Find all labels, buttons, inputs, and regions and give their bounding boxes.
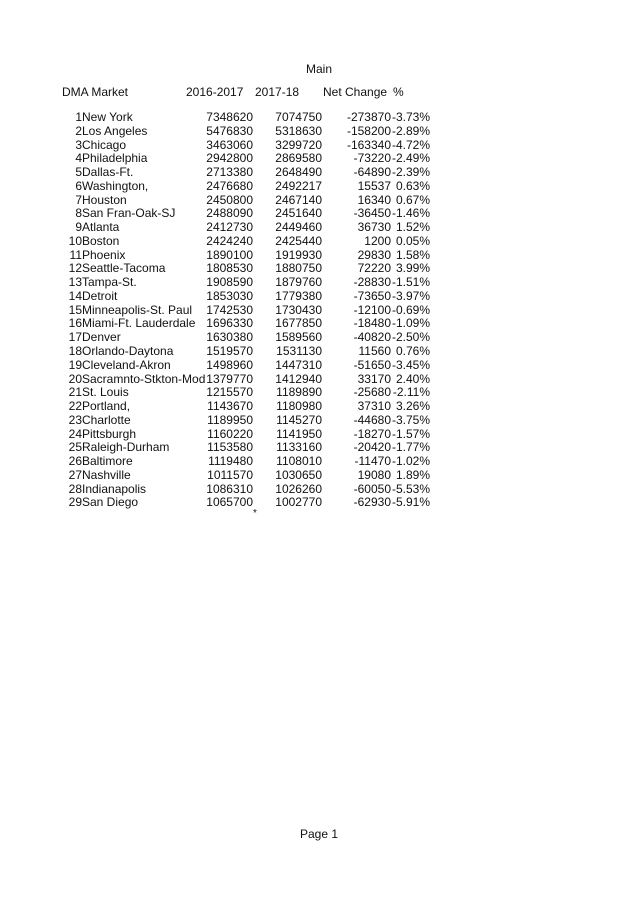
- row-value-2017-18: 2648490: [275, 165, 322, 180]
- row-percent: -1.02%: [391, 454, 430, 469]
- row-rank: 17: [68, 330, 82, 345]
- row-market: Cleveland-Akron: [82, 357, 171, 372]
- row-value-2017-18: 1879760: [275, 275, 322, 290]
- row-value-2016-2017: 1519570: [206, 344, 253, 359]
- row-market: Houston: [82, 192, 127, 207]
- table-row: [0, 207, 638, 221]
- row-value-2017-18: 1677850: [275, 316, 322, 331]
- row-rank: 11: [69, 247, 82, 262]
- row-net-change: 16340: [357, 192, 391, 207]
- row-rank: 3: [75, 137, 82, 152]
- table-row: [0, 400, 638, 414]
- row-market: San Diego: [82, 495, 139, 510]
- row-value-2016-2017: 1160220: [207, 426, 253, 441]
- row-value-2017-18: 2467140: [275, 192, 322, 207]
- market-table: [0, 111, 638, 510]
- row-value-2016-2017: 2476680: [206, 178, 253, 193]
- row-rank: 16: [68, 316, 82, 331]
- row-rank: 8: [75, 206, 82, 221]
- header-percent: %: [393, 85, 404, 99]
- row-rank: 12: [68, 261, 82, 276]
- row-net-change: -273870: [346, 110, 391, 124]
- row-value-2016-2017: 1215570: [206, 385, 253, 400]
- table-row: [0, 139, 638, 153]
- table-row: [0, 469, 638, 483]
- row-rank: 13: [68, 275, 82, 290]
- row-market: Atlanta: [82, 220, 120, 235]
- row-market: Washington,: [82, 178, 149, 193]
- table-row: [0, 290, 638, 304]
- row-value-2016-2017: 1119480: [208, 454, 253, 469]
- row-value-2017-18: 1189890: [276, 385, 322, 400]
- row-value-2016-2017: 2412730: [206, 220, 253, 235]
- row-market: Portland,: [82, 399, 131, 414]
- row-net-change: 29830: [357, 247, 391, 262]
- row-percent: -3.75%: [391, 412, 430, 427]
- row-value-2017-18: 3299720: [275, 137, 322, 152]
- row-net-change: 33170: [357, 371, 391, 386]
- row-value-2017-18: 1919930: [275, 247, 322, 262]
- row-percent: -1.77%: [391, 440, 430, 455]
- row-percent: -1.09%: [391, 316, 430, 331]
- row-rank: 10: [68, 233, 82, 248]
- row-market: Orlando-Daytona: [82, 344, 174, 359]
- table-row: [0, 496, 638, 510]
- row-net-change: -18480: [353, 316, 391, 331]
- row-market: Phoenix: [82, 247, 126, 262]
- table-row: [0, 359, 638, 373]
- row-market: Dallas-Ft.: [82, 165, 134, 180]
- row-market: Detroit: [82, 288, 118, 303]
- row-value-2016-2017: 7348620: [206, 110, 253, 124]
- row-value-2016-2017: 1379770: [206, 371, 253, 386]
- row-percent: 3.99%: [395, 261, 430, 276]
- row-value-2016-2017: 1143670: [207, 399, 253, 414]
- row-percent: 0.67%: [395, 192, 430, 207]
- row-net-change: -18270: [353, 426, 391, 441]
- table-row: [0, 441, 638, 455]
- table-row: [0, 386, 638, 400]
- row-percent: -2.11%: [392, 385, 430, 400]
- row-rank: 14: [68, 288, 82, 303]
- row-market: Philadelphia: [82, 151, 148, 166]
- table-row: [0, 180, 638, 194]
- row-value-2016-2017: 2450800: [206, 192, 253, 207]
- table-row: [0, 235, 638, 249]
- row-value-2016-2017: 1189950: [207, 412, 253, 427]
- row-net-change: -163340: [346, 137, 391, 152]
- row-percent: -1.51%: [391, 275, 430, 290]
- row-rank: 26: [68, 454, 82, 469]
- row-market: Miami-Ft. Lauderdale: [82, 316, 196, 331]
- row-net-change: -60050: [353, 481, 391, 496]
- row-market: Nashville: [82, 467, 131, 482]
- header-market: DMA Market: [62, 85, 129, 99]
- row-market: New York: [82, 110, 133, 124]
- page-footer: Page 1: [299, 827, 339, 841]
- row-value-2017-18: 2449460: [275, 220, 322, 235]
- row-value-2017-18: 1133160: [276, 440, 322, 455]
- row-market: Pittsburgh: [82, 426, 137, 441]
- row-rank: 22: [68, 399, 82, 414]
- row-rank: 7: [75, 192, 82, 207]
- table-row: [0, 221, 638, 235]
- table-row: [0, 276, 638, 290]
- row-percent: -1.57%: [391, 426, 430, 441]
- row-percent: -4.72%: [391, 137, 430, 152]
- row-percent: -0.69%: [391, 302, 430, 317]
- asterisk-mark: *: [253, 508, 257, 519]
- table-row: [0, 373, 638, 387]
- row-rank: 21: [68, 385, 82, 400]
- table-row: [0, 455, 638, 469]
- row-value-2017-18: 1026260: [275, 481, 322, 496]
- row-percent: -3.45%: [391, 357, 430, 372]
- row-value-2017-18: 2425440: [275, 233, 322, 248]
- row-percent: -5.53%: [391, 481, 430, 496]
- row-value-2017-18: 1589560: [275, 330, 322, 345]
- row-market: Indianapolis: [82, 481, 147, 496]
- table-row: [0, 428, 638, 442]
- table-row: [0, 483, 638, 497]
- table-row: [0, 331, 638, 345]
- header-2017-18: 2017-18: [255, 85, 300, 99]
- table-row: [0, 249, 638, 263]
- row-percent: 1.58%: [395, 247, 430, 262]
- row-net-change: -11470: [354, 454, 391, 469]
- row-rank: 28: [68, 481, 82, 496]
- table-row: [0, 414, 638, 428]
- row-market: Raleigh-Durham: [82, 440, 170, 455]
- row-value-2017-18: 1180980: [276, 399, 322, 414]
- row-percent: -3.73%: [391, 110, 430, 124]
- row-rank: 5: [75, 165, 82, 180]
- row-percent: 0.05%: [395, 233, 430, 248]
- row-rank: 9: [75, 220, 82, 235]
- row-market: Sacramnto-Stkton-Mod: [82, 371, 206, 386]
- row-market: Baltimore: [82, 454, 133, 469]
- row-rank: 4: [75, 151, 82, 166]
- row-net-change: 15537: [357, 178, 391, 193]
- row-value-2017-18: 1447310: [275, 357, 322, 372]
- row-value-2016-2017: 1696330: [206, 316, 253, 331]
- table-row: [0, 345, 638, 359]
- row-value-2016-2017: 2713380: [206, 165, 253, 180]
- row-value-2016-2017: 3463060: [206, 137, 253, 152]
- row-net-change: 37310: [357, 399, 391, 414]
- header-net-change: Net Change: [323, 85, 388, 99]
- row-value-2016-2017: 1630380: [206, 330, 253, 345]
- row-value-2017-18: 2451640: [275, 206, 322, 221]
- row-net-change: -25680: [353, 385, 391, 400]
- row-value-2017-18: 1730430: [275, 302, 322, 317]
- row-net-change: -44680: [353, 412, 391, 427]
- row-value-2016-2017: 2424240: [206, 233, 253, 248]
- row-value-2017-18: 1779380: [275, 288, 322, 303]
- row-percent: 0.76%: [395, 344, 430, 359]
- row-market: Tampa-St.: [82, 275, 137, 290]
- table-row: [0, 304, 638, 318]
- row-value-2017-18: 2869580: [275, 151, 322, 166]
- row-rank: 27: [68, 467, 82, 482]
- row-net-change: 19080: [357, 467, 391, 482]
- row-value-2017-18: 1412940: [275, 371, 322, 386]
- table-row: [0, 111, 638, 125]
- row-percent: 2.40%: [395, 371, 430, 386]
- row-percent: -1.46%: [391, 206, 430, 221]
- row-value-2016-2017: 1065700: [206, 495, 253, 510]
- row-rank: 1: [75, 110, 82, 124]
- row-value-2016-2017: 2942800: [206, 151, 253, 166]
- row-percent: -5.91%: [391, 495, 430, 510]
- row-value-2016-2017: 1890100: [206, 247, 253, 262]
- table-row: [0, 152, 638, 166]
- row-net-change: 72220: [357, 261, 391, 276]
- row-value-2017-18: 5318630: [275, 123, 322, 138]
- row-market: Denver: [82, 330, 121, 345]
- row-value-2016-2017: 1086310: [206, 481, 253, 496]
- row-value-2017-18: 1002770: [275, 495, 322, 510]
- row-rank: 6: [75, 178, 82, 193]
- row-net-change: -12100: [353, 302, 391, 317]
- row-value-2016-2017: 1742530: [206, 302, 253, 317]
- table-row: [0, 125, 638, 139]
- row-rank: 19: [68, 357, 82, 372]
- row-rank: 15: [68, 302, 82, 317]
- row-rank: 20: [68, 371, 82, 386]
- row-value-2016-2017: 1853030: [206, 288, 253, 303]
- row-net-change: -40820: [353, 330, 391, 345]
- row-rank: 24: [68, 426, 82, 441]
- row-market: Los Angeles: [82, 123, 148, 138]
- row-net-change: -73650: [353, 288, 391, 303]
- row-net-change: -20420: [353, 440, 391, 455]
- row-value-2016-2017: 1908590: [206, 275, 253, 290]
- row-rank: 23: [68, 412, 82, 427]
- row-percent: -3.97%: [391, 288, 430, 303]
- row-net-change: -73220: [353, 151, 391, 166]
- row-value-2016-2017: 1808530: [206, 261, 253, 276]
- row-rank: 18: [68, 344, 82, 359]
- row-value-2016-2017: 2488090: [206, 206, 253, 221]
- row-rank: 2: [75, 123, 82, 138]
- row-percent: -2.50%: [391, 330, 430, 345]
- row-value-2016-2017: 1498960: [206, 357, 253, 372]
- row-rank: 25: [68, 440, 82, 455]
- row-value-2017-18: 1030650: [275, 467, 322, 482]
- row-value-2017-18: 1145270: [276, 412, 322, 427]
- row-market: Boston: [82, 233, 120, 248]
- row-value-2016-2017: 5476830: [206, 123, 253, 138]
- row-value-2016-2017: 1153580: [207, 440, 253, 455]
- row-market: Charlotte: [82, 412, 131, 427]
- row-value-2017-18: 1531130: [276, 344, 322, 359]
- table-row: [0, 166, 638, 180]
- row-net-change: 11560: [358, 344, 391, 359]
- table-row: [0, 194, 638, 208]
- row-value-2016-2017: 1011570: [207, 467, 253, 482]
- row-percent: 1.89%: [395, 467, 430, 482]
- sheet-title: Main: [305, 62, 332, 76]
- row-net-change: -62930: [353, 495, 391, 510]
- row-net-change: -51650: [353, 357, 391, 372]
- row-market: San Fran-Oak-SJ: [82, 206, 176, 221]
- row-net-change: 36730: [357, 220, 391, 235]
- row-net-change: 1200: [364, 233, 391, 248]
- row-market: St. Louis: [82, 385, 129, 400]
- row-net-change: -28830: [353, 275, 391, 290]
- row-net-change: -158200: [346, 123, 391, 138]
- table-row: [0, 317, 638, 331]
- row-percent: 3.26%: [395, 399, 430, 414]
- row-percent: -2.39%: [391, 165, 430, 180]
- table-row: [0, 262, 638, 276]
- row-net-change: -36450: [353, 206, 391, 221]
- row-rank: 29: [68, 495, 82, 510]
- row-market: Seattle-Tacoma: [82, 261, 166, 276]
- row-net-change: -64890: [353, 165, 391, 180]
- row-percent: -2.49%: [391, 151, 430, 166]
- row-value-2017-18: 2492217: [275, 178, 322, 193]
- row-market: Chicago: [82, 137, 127, 152]
- row-value-2017-18: 1108010: [276, 454, 322, 469]
- row-market: Minneapolis-St. Paul: [82, 302, 193, 317]
- row-value-2017-18: 1141950: [276, 426, 322, 441]
- row-percent: 0.63%: [395, 178, 430, 193]
- row-percent: -2.89%: [391, 123, 430, 138]
- row-percent: 1.52%: [395, 220, 430, 235]
- row-value-2017-18: 7074750: [275, 110, 322, 124]
- header-2016-2017: 2016-2017: [186, 85, 244, 99]
- row-value-2017-18: 1880750: [275, 261, 322, 276]
